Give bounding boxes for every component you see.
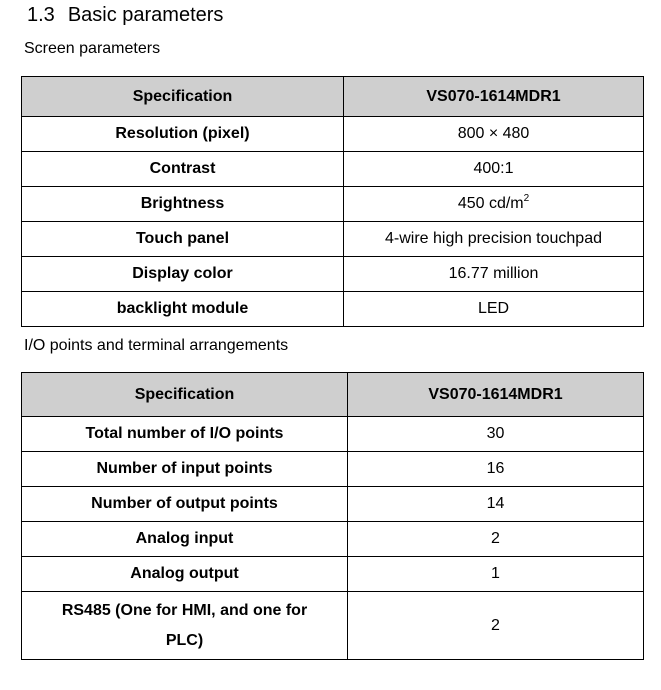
section-title: Basic parameters [67, 4, 224, 26]
row-value: 2 [348, 522, 644, 557]
table-row [22, 487, 644, 522]
header-cell-specification: Specification [22, 373, 348, 417]
rs485-label-line2: PLC) [165, 631, 204, 649]
brightness-superscript: 2 [523, 192, 530, 204]
row-value: 16 [348, 452, 644, 487]
row-label-rs485 [22, 592, 348, 660]
row-label: Analog output [22, 557, 348, 592]
table-header-row [22, 77, 644, 117]
header-cell-model: VS070-1614MDR1 [348, 373, 644, 417]
row-label: Number of output points [22, 487, 348, 522]
table-row [22, 292, 644, 327]
header-cell-specification: Specification [22, 77, 344, 117]
row-value-brightness [344, 187, 644, 222]
table-row [22, 117, 644, 152]
table-row [22, 187, 644, 222]
row-label: Resolution (pixel) [22, 117, 344, 152]
table-row [22, 522, 644, 557]
table-row [22, 557, 644, 592]
row-value: 800 × 480 [344, 117, 644, 152]
row-value: 14 [348, 487, 644, 522]
brightness-value: 450 cd/m [457, 195, 524, 212]
row-label: Total number of I/O points [22, 417, 348, 452]
row-value: 2 [348, 592, 644, 660]
row-label: Number of input points [22, 452, 348, 487]
screen-parameters-table [21, 76, 644, 327]
io-points-heading: I/O points and terminal arrangements [24, 337, 289, 354]
row-value: 30 [348, 417, 644, 452]
table-row [22, 152, 644, 187]
row-value: 1 [348, 557, 644, 592]
header-cell-model: VS070-1614MDR1 [344, 77, 644, 117]
row-label: backlight module [22, 292, 344, 327]
row-label: Analog input [22, 522, 348, 557]
row-label: Brightness [22, 187, 344, 222]
row-value: 4-wire high precision touchpad [344, 222, 644, 257]
table-row [22, 417, 644, 452]
table-row [22, 452, 644, 487]
section-heading [27, 3, 223, 27]
io-points-table [21, 372, 644, 660]
screen-parameters-heading: Screen parameters [24, 40, 161, 57]
row-value: 16.77 million [344, 257, 644, 292]
table-row [22, 222, 644, 257]
section-number: 1.3 [27, 4, 55, 26]
row-value: LED [344, 292, 644, 327]
row-value: 400:1 [344, 152, 644, 187]
row-label: Contrast [22, 152, 344, 187]
table-row [22, 592, 644, 660]
rs485-label-line1: RS485 (One for HMI, and one for [61, 601, 308, 619]
row-label: Display color [22, 257, 344, 292]
row-label: Touch panel [22, 222, 344, 257]
table-header-row [22, 373, 644, 417]
table-row [22, 257, 644, 292]
